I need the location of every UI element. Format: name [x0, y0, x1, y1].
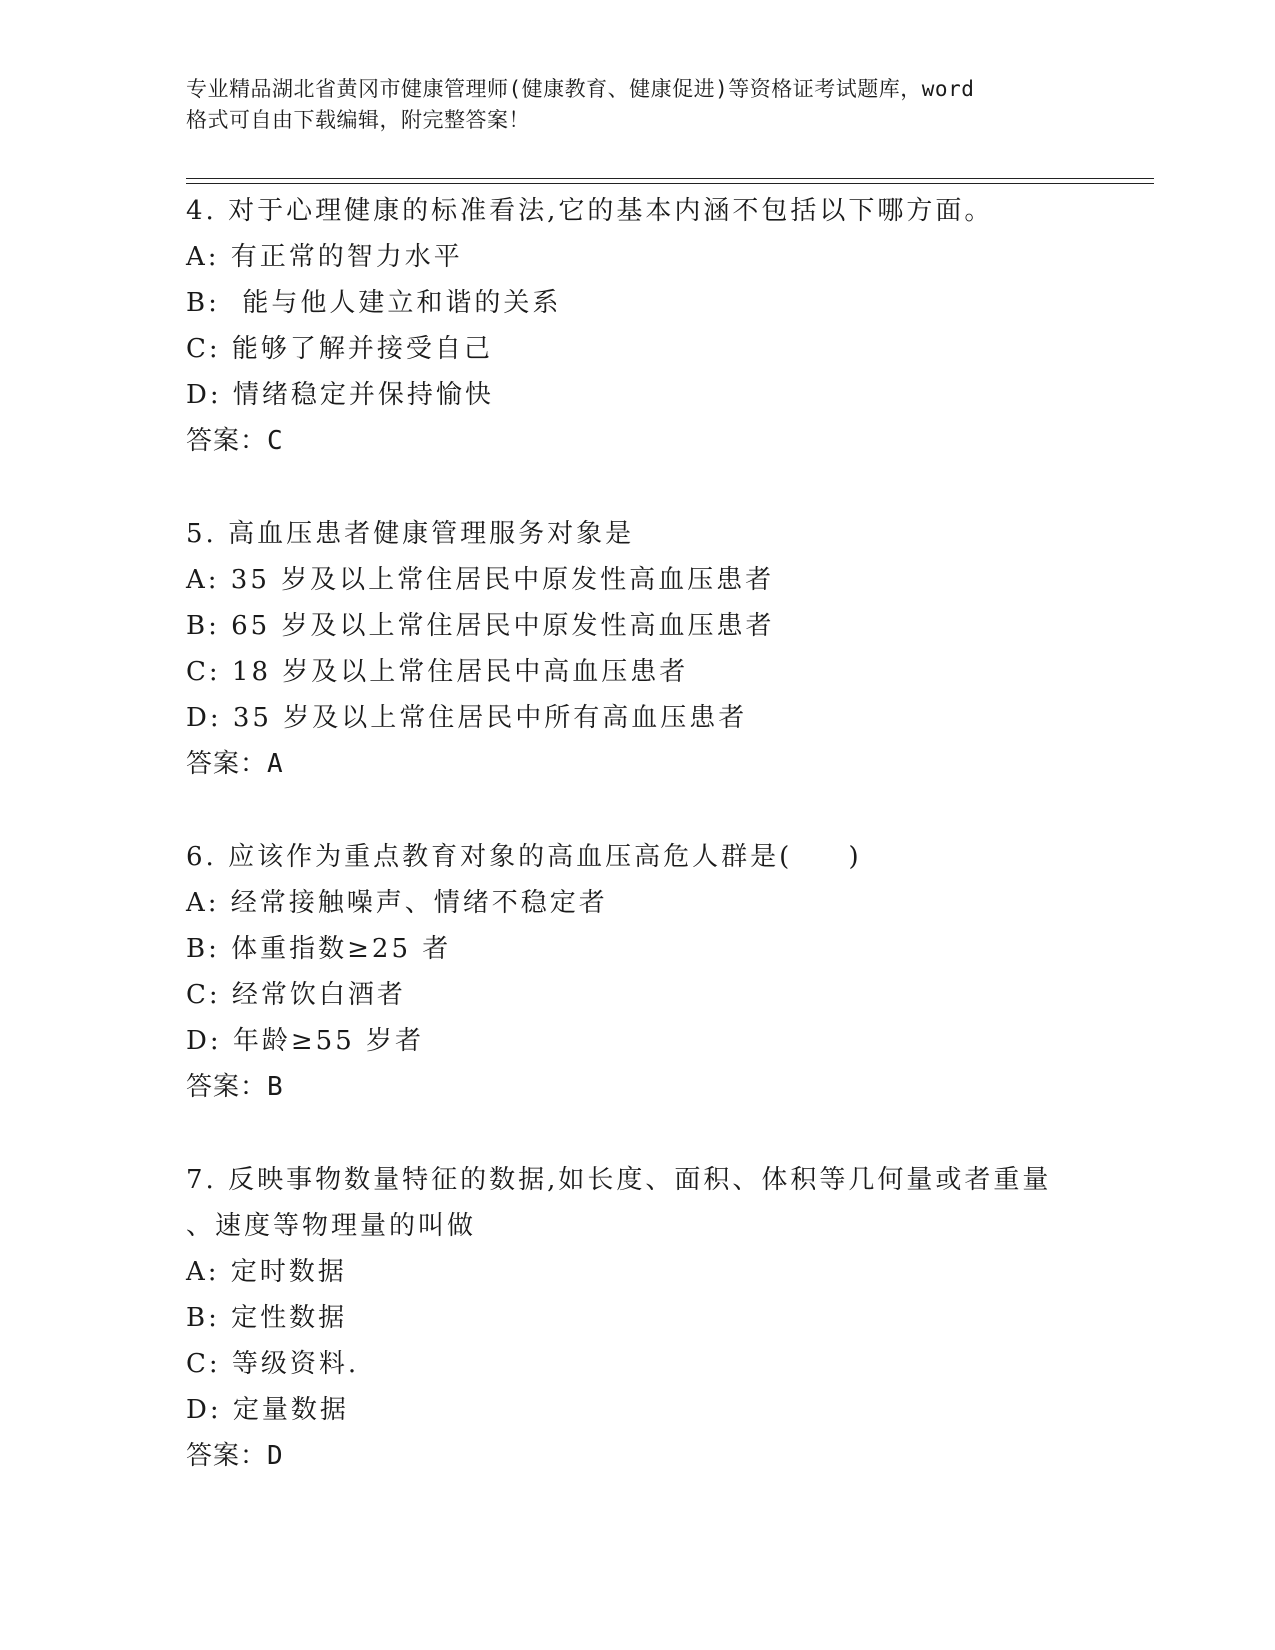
question-stem: 4. 对于心理健康的标准看法,它的基本内涵不包括以下哪方面。 [186, 196, 994, 226]
question-list [186, 188, 1154, 1526]
answer-label: 答案：D [186, 1441, 284, 1471]
answer-label: 答案：A [186, 749, 284, 779]
option-c: C: 能够了解并接受自己 [186, 334, 493, 364]
option-a: A: 定时数据 [186, 1257, 347, 1287]
option-c: C: 经常饮白酒者 [186, 980, 406, 1010]
question-7 [186, 1157, 1154, 1479]
header-divider-bottom [186, 183, 1154, 184]
option-a: A: 经常接触噪声、情绪不稳定者 [186, 888, 608, 918]
question-5 [186, 511, 1154, 787]
option-b: B: 65 岁及以上常住居民中原发性高血压患者 [186, 611, 775, 641]
question-stem-continued: 、速度等物理量的叫做 [186, 1211, 477, 1241]
option-b: B: 体重指数≥25 者 [186, 934, 452, 964]
question-4 [186, 188, 1154, 464]
option-a: A: 有正常的智力水平 [186, 242, 463, 272]
option-a: A: 35 岁及以上常住居民中原发性高血压患者 [186, 565, 775, 595]
option-b: B: 能与他人建立和谐的关系 [186, 288, 562, 318]
option-d: D: 35 岁及以上常住居民中所有高血压患者 [186, 703, 748, 733]
question-6 [186, 834, 1154, 1110]
question-stem: 6. 应该作为重点教育对象的高血压高危人群是( ) [186, 842, 862, 872]
question-stem: 7. 反映事物数量特征的数据,如长度、面积、体积等几何量或者重量 [186, 1165, 1052, 1195]
option-b: B: 定性数据 [186, 1303, 348, 1333]
option-c: C: 18 岁及以上常住居民中高血压患者 [186, 657, 689, 687]
option-d: D: 情绪稳定并保持愉快 [186, 380, 494, 410]
answer-label: 答案：B [186, 1072, 284, 1102]
question-stem: 5. 高血压患者健康管理服务对象是 [186, 519, 635, 549]
option-d: D: 定量数据 [186, 1395, 349, 1425]
header-divider-top [186, 178, 1154, 179]
option-c: C: 等级资料. [186, 1349, 360, 1379]
document-header: 专业精品湖北省黄冈市健康管理师(健康教育、健康促进)等资格证考试题库，word 格式可自由下载编辑，附完整答案！ [186, 77, 975, 132]
answer-label: 答案：C [186, 426, 284, 456]
option-d: D: 年龄≥55 岁者 [186, 1026, 425, 1056]
